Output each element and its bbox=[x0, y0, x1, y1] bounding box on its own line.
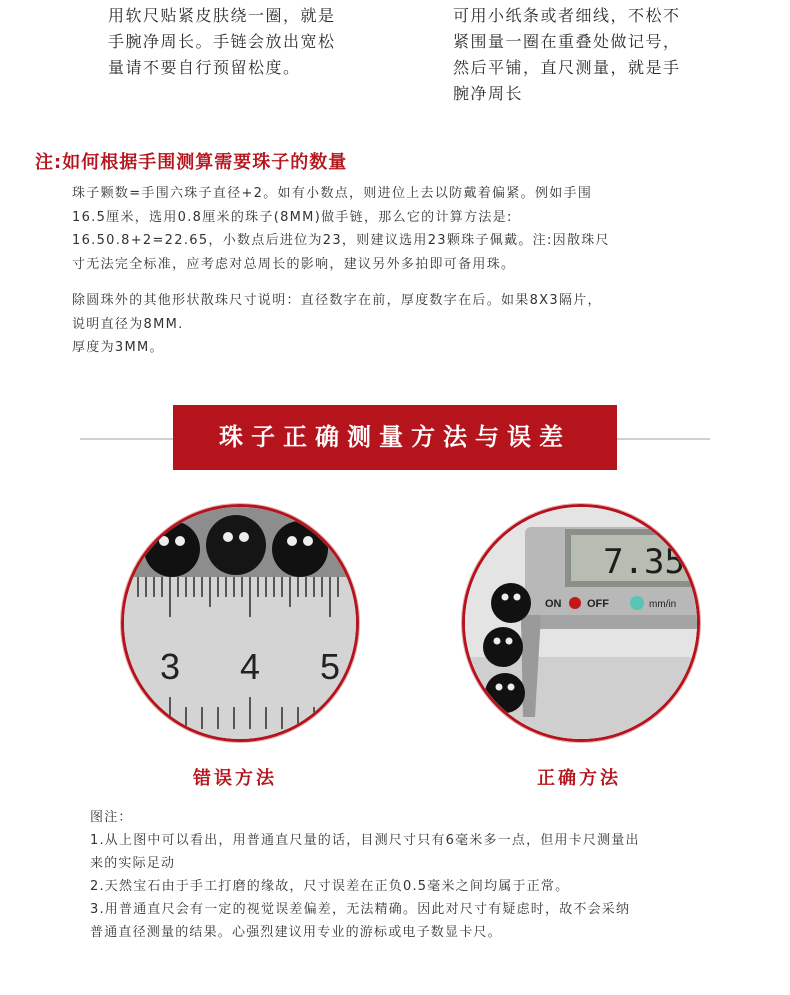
text-line: 3.用普通直尺会有一定的视觉误差偏差，无法精确。因此对尺寸有疑虑时，故不会采纳 bbox=[90, 902, 631, 917]
text-line: 珠子颗数=手围六珠子直径+2。如有小数点，则进位上去以防戴着偏紧。例如手围 bbox=[72, 186, 593, 201]
text-line: 手腕净周长。手链会放出宽松 bbox=[108, 32, 336, 51]
top-left-text bbox=[108, 3, 336, 81]
caliper-off-label: OFF bbox=[587, 598, 609, 610]
ruler-number: 3 bbox=[159, 646, 181, 687]
text-line: 说明直径为8MM. bbox=[72, 316, 184, 332]
caliper-on-label: ON bbox=[545, 598, 562, 610]
right-method-caption: 正确方法 bbox=[537, 768, 621, 789]
notes-heading: 图注： bbox=[90, 810, 133, 825]
text-line: 1.从上图中可以看出，用普通直尺量的话，目测尺寸只有6毫米多一点，但用卡尺测量出 bbox=[90, 833, 640, 848]
caliper-on-button bbox=[569, 597, 581, 609]
text-line: 腕净周长 bbox=[453, 84, 524, 103]
text-line: 厚度为3MM。 bbox=[72, 340, 164, 355]
note-title: 注:如何根据手围测算需要珠子的数量 bbox=[35, 152, 348, 173]
ruler-illustration bbox=[124, 507, 356, 739]
ruler-number: 5 bbox=[319, 646, 341, 687]
caliper-display: 7.35 bbox=[603, 542, 685, 582]
section-banner-title: 珠子正确测量方法与误差 bbox=[219, 423, 571, 451]
caliper-mode-button bbox=[630, 596, 644, 610]
text-line: 16.50.8+2=22.65，小数点后进位为23，则建议选用23颗珠子佩戴。注:因散珠尺 bbox=[72, 233, 610, 248]
text-line: 紧围量一圈在重叠处做记号， bbox=[453, 32, 681, 51]
text-line: 然后平铺，直尺测量，就是手 bbox=[453, 58, 681, 77]
ruler-measure-photo bbox=[121, 504, 359, 742]
text-line: 2.天然宝石由于手工打磨的缘故，尺寸误差在正负0.5毫米之间均属于正常。 bbox=[90, 879, 570, 894]
text-line: 16.5厘米，选用0.8厘米的珠子(8MM)做手链，那么它的计算方法是: bbox=[72, 209, 513, 225]
text-line: 来的实际足动 bbox=[90, 856, 176, 871]
text-line: 除圆珠外的其他形状散珠尺寸说明：直径数字在前，厚度数字在后。如果8X3隔片， bbox=[72, 293, 602, 308]
wrong-method-caption: 错误方法 bbox=[193, 768, 277, 789]
text-line: 用软尺贴紧皮肤绕一圈，就是 bbox=[108, 6, 336, 25]
ruler-number: 4 bbox=[239, 646, 261, 687]
text-line: 寸无法完全标准，应考虑对总周长的影响，建议另外多拍即可备用珠。 bbox=[72, 256, 516, 272]
figure-notes bbox=[90, 806, 760, 944]
top-right-text bbox=[453, 3, 681, 107]
text-line: 量请不要自行预留松度。 bbox=[108, 58, 301, 77]
shape-paragraph bbox=[72, 289, 732, 360]
formula-paragraph bbox=[72, 182, 732, 276]
caliper-measure-photo bbox=[462, 504, 700, 742]
text-line: 普通直径测量的结果。心强烈建议用专业的游标或电子数显卡尺。 bbox=[90, 925, 502, 940]
caliper-illustration bbox=[465, 507, 697, 739]
text-line: 可用小纸条或者细线，不松不 bbox=[453, 6, 681, 25]
caliper-unit-label: mm/in bbox=[649, 599, 677, 610]
